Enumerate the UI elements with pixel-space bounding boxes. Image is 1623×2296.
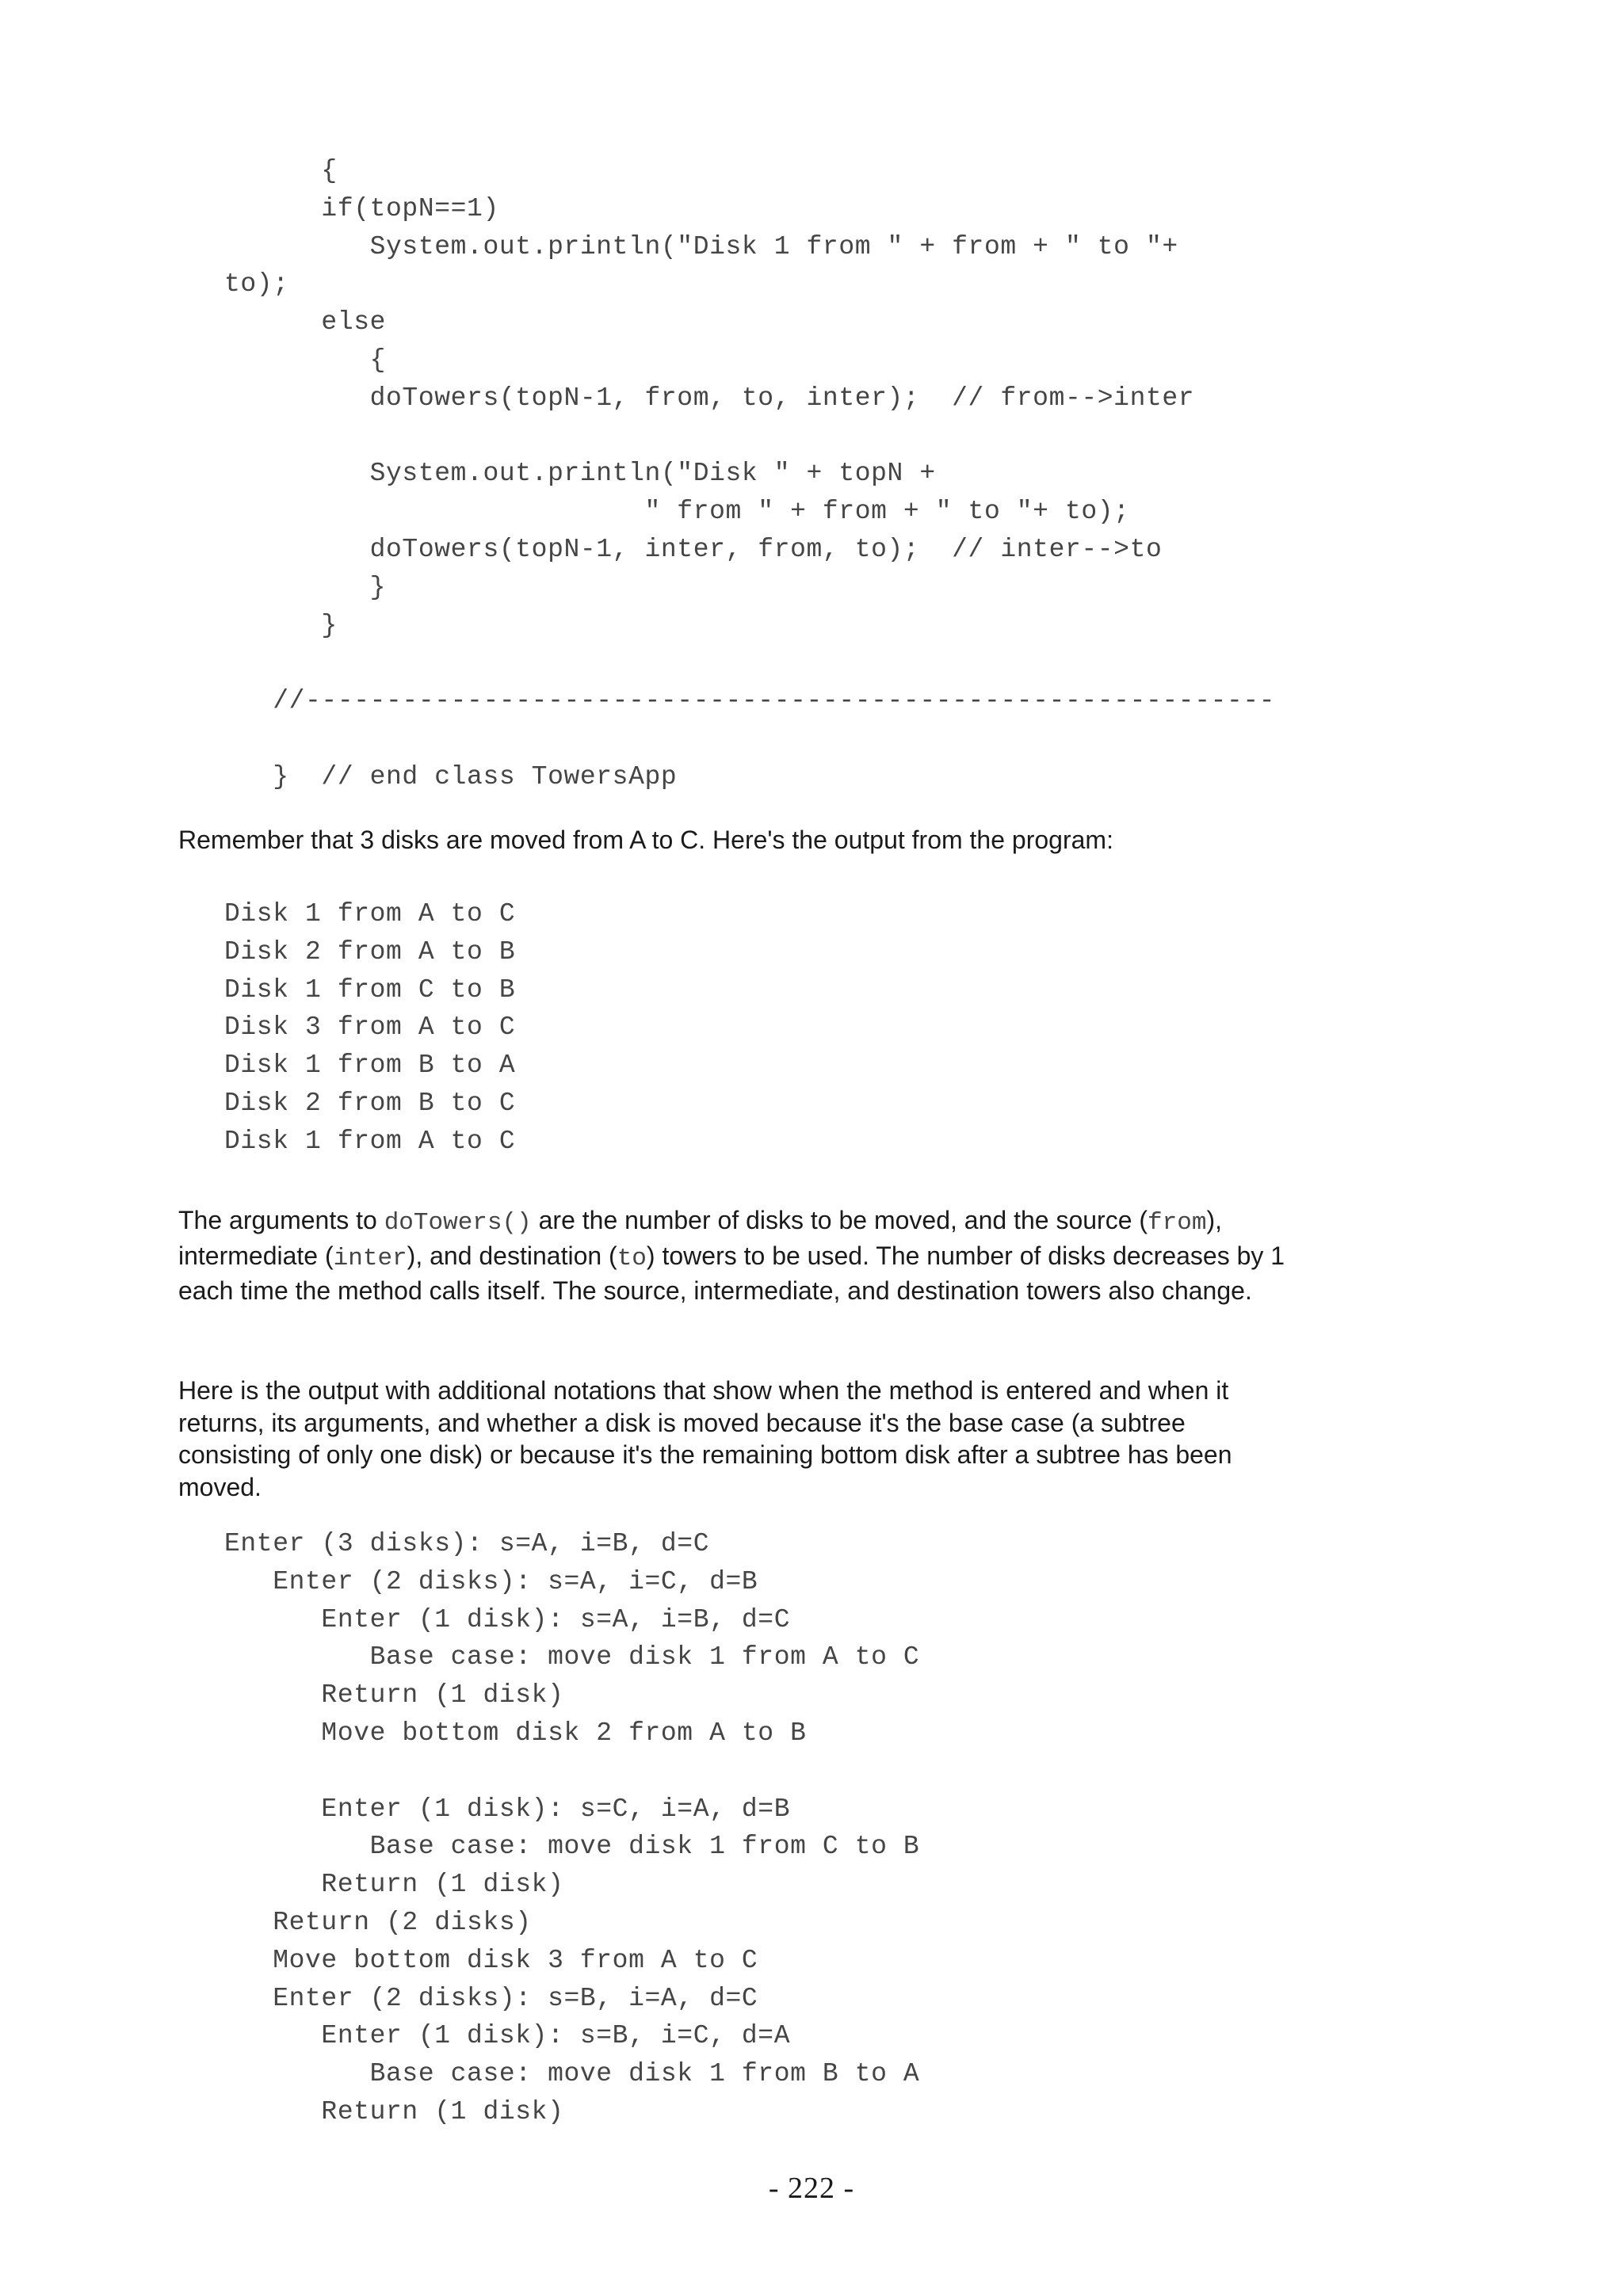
text: are the number of disks to be moved, and the source ( (531, 1206, 1148, 1234)
code-line: doTowers(topN-1, from, to, inter); // from-->inter (224, 383, 1195, 413)
code-listing (224, 152, 1275, 796)
trace-line: Base case: move disk 1 from B to A (224, 2059, 920, 2089)
output-line: Disk 1 from B to A (224, 1051, 516, 1081)
text: ) towers to be used. The number of disks decreases by 1 each time the method calls itself. The source, intermediate, and destination towers also change. (178, 1241, 1285, 1305)
inline-code-inter: inter (333, 1244, 407, 1272)
program-output-listing (224, 895, 515, 1161)
trace-line: Return (1 disk) (224, 2096, 564, 2126)
output-line: Disk 1 from A to C (224, 1126, 516, 1156)
code-line: } // end class TowersApp (224, 761, 678, 791)
inline-code-from: from (1148, 1209, 1207, 1237)
trace-line: Enter (3 disks): s=A, i=B, d=C (224, 1529, 710, 1558)
code-line: { (224, 345, 387, 375)
trace-line: Enter (2 disks): s=A, i=C, d=B (224, 1566, 758, 1596)
trace-line: Return (2 disks) (224, 1907, 532, 1937)
output-line: Disk 3 from A to C (224, 1013, 516, 1043)
trace-line: Enter (1 disk): s=B, i=C, d=A (224, 2021, 791, 2051)
text: ), intermediate ( (178, 1206, 1222, 1270)
text: ), and destination ( (407, 1241, 617, 1270)
code-line: if(topN==1) (224, 193, 499, 223)
inline-code-to: to (617, 1244, 647, 1272)
code-line: } (224, 572, 387, 602)
trace-line: Return (1 disk) (224, 1680, 564, 1711)
trace-line: Return (1 disk) (224, 1870, 564, 1900)
paragraph-program-output-intro: Remember that 3 disks are moved from A to C. Here's the output from the program: (178, 826, 1113, 854)
trace-line: Base case: move disk 1 from A to C (224, 1642, 920, 1672)
paragraph-arguments-explanation (178, 1204, 1288, 1307)
trace-line: Base case: move disk 1 from C to B (224, 1832, 920, 1862)
code-line: System.out.println("Disk " + topN + (224, 459, 936, 489)
text: The arguments to (178, 1206, 384, 1234)
page-number: - 222 - (768, 2172, 855, 2205)
paragraph-annotated-output-intro: Here is the output with additional notations that show when the method is entered and when it returns, its arguments, and whether a disk is moved because it's the base case (a subtree consisting of only one disk) or because it's the remaining bottom disk after a subtree has been moved. (178, 1376, 1232, 1501)
code-line: " from " + from + " to "+ to); (224, 497, 1130, 527)
trace-line: Move bottom disk 3 from A to C (224, 1945, 758, 1975)
output-line: Disk 1 from A to C (224, 899, 516, 929)
code-line: } (224, 610, 338, 640)
code-line: //------------------------------------------------------------ (224, 686, 1276, 716)
code-line: { (224, 156, 338, 185)
inline-code-dotowers: doTowers() (384, 1209, 532, 1237)
output-line: Disk 1 from C to B (224, 974, 516, 1005)
code-line: doTowers(topN-1, inter, from, to); // inter-->to (224, 534, 1163, 564)
code-line: to); (224, 269, 289, 299)
trace-line: Move bottom disk 2 from A to B (224, 1718, 807, 1748)
trace-line: Enter (2 disks): s=B, i=A, d=C (224, 1983, 758, 2013)
output-line: Disk 2 from A to B (224, 936, 516, 967)
output-line: Disk 2 from B to C (224, 1088, 516, 1118)
trace-line: Enter (1 disk): s=C, i=A, d=B (224, 1794, 791, 1824)
trace-listing (224, 1525, 919, 2131)
code-line: System.out.println("Disk 1 from " + from + " to "+ (224, 231, 1178, 261)
code-line: else (224, 307, 387, 338)
trace-line: Enter (1 disk): s=A, i=B, d=C (224, 1604, 791, 1634)
